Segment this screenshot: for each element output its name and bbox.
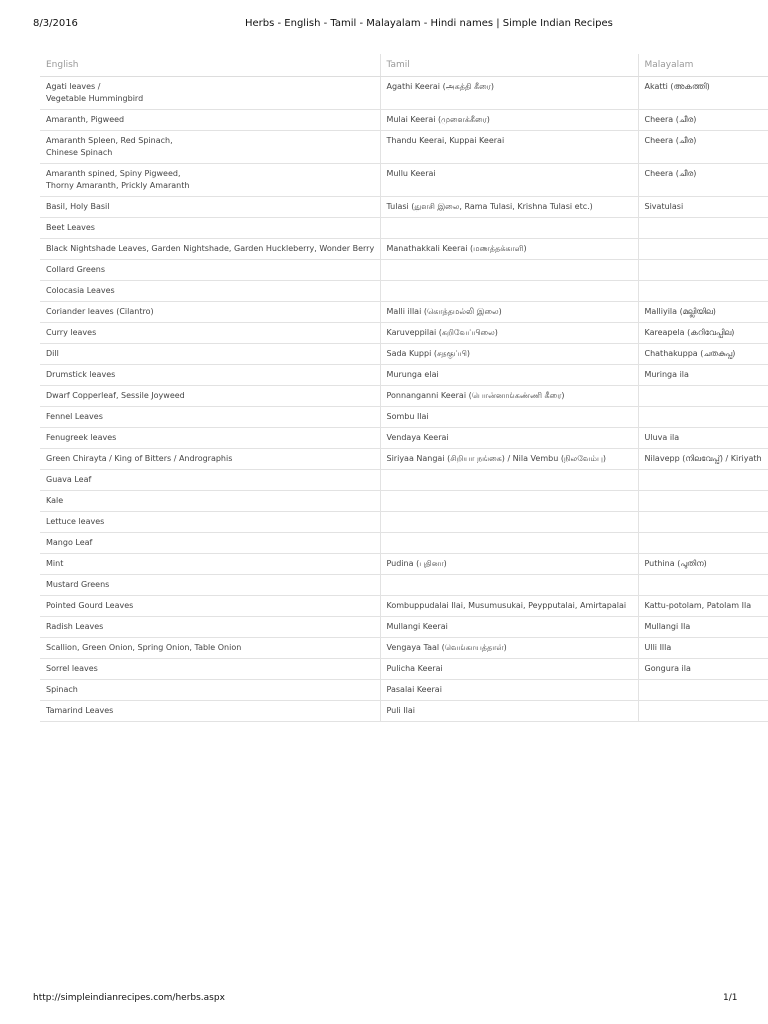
malayalam-name-cell — [638, 110, 768, 131]
cell-text: Uluva ila — [644, 433, 680, 442]
malayalam-name-cell — [638, 302, 768, 323]
english-name-cell — [40, 365, 380, 386]
tamil-name-cell — [380, 596, 638, 617]
cell-text: Cheera (ചീര) — [644, 169, 697, 178]
cell-text: Fenugreek leaves — [46, 433, 117, 442]
malayalam-name-cell — [638, 281, 768, 302]
tamil-name-cell — [380, 659, 638, 680]
malayalam-name-cell — [638, 533, 768, 554]
tamil-name-cell — [380, 449, 638, 470]
table-row — [40, 302, 768, 323]
english-name-cell — [40, 323, 380, 344]
cell-text: Cheera (ചീര) — [644, 115, 697, 124]
tamil-name-cell — [380, 77, 638, 110]
cell-text: Vengaya Taal (வெங்காயத்தாள்) — [386, 643, 507, 652]
herbs-table — [40, 54, 768, 722]
tamil-name-cell — [380, 260, 638, 281]
column-header-english: English — [40, 54, 380, 77]
malayalam-name-cell — [638, 386, 768, 407]
cell-text: Agathi Keerai (அகத்தி கீரை) — [386, 82, 494, 91]
malayalam-name-cell — [638, 77, 768, 110]
malayalam-name-cell — [638, 512, 768, 533]
cell-text: Karuveppilai (கறிவேப்பிலை) — [386, 328, 498, 337]
malayalam-name-cell — [638, 449, 768, 470]
cell-text: Puli Ilai — [386, 706, 415, 715]
english-name-cell — [40, 659, 380, 680]
cell-text: Nilavepp (നിലവേപ്പ്) / Kiriyath — [644, 454, 762, 463]
english-name-cell — [40, 449, 380, 470]
tamil-name-cell — [380, 239, 638, 260]
table-row — [40, 218, 768, 239]
cell-text: Fennel Leaves — [46, 412, 103, 421]
table-row — [40, 365, 768, 386]
table-row — [40, 512, 768, 533]
malayalam-name-cell — [638, 218, 768, 239]
tamil-name-cell — [380, 701, 638, 722]
tamil-name-cell — [380, 110, 638, 131]
cell-text: Mango Leaf — [46, 538, 93, 547]
cell-text: Coriander leaves (Cilantro) — [46, 307, 154, 316]
cell-text: Tulasi (துளசி இலை, Rama Tulasi, Krishna Tulasi etc.) — [386, 202, 593, 211]
cell-text: Kale — [46, 496, 64, 505]
cell-text: Amaranth Spleen, Red Spinach, Chinese Spinach — [46, 136, 173, 157]
english-name-cell — [40, 218, 380, 239]
table-row — [40, 575, 768, 596]
malayalam-name-cell — [638, 659, 768, 680]
tamil-name-cell — [380, 344, 638, 365]
cell-text: Malli illai (கொத்தமல்லி இலை) — [386, 307, 502, 316]
malayalam-name-cell — [638, 239, 768, 260]
cell-text: Colocasia Leaves — [46, 286, 115, 295]
english-name-cell — [40, 575, 380, 596]
cell-text: Kombuppudalai Ilai, Musumusukai, Peypputalai, Amirtapalai — [386, 601, 627, 610]
english-name-cell — [40, 302, 380, 323]
tamil-name-cell — [380, 512, 638, 533]
english-name-cell — [40, 596, 380, 617]
table-row — [40, 554, 768, 575]
cell-text: Ponnanganni Keerai (பொன்னாங்கண்ணி கீரை) — [386, 391, 565, 400]
cell-text: Gongura ila — [644, 664, 691, 673]
malayalam-name-cell — [638, 470, 768, 491]
english-name-cell — [40, 260, 380, 281]
cell-text: Scallion, Green Onion, Spring Onion, Table Onion — [46, 643, 242, 652]
cell-text: Dill — [46, 349, 59, 358]
cell-text: Green Chirayta / King of Bitters / Andrographis — [46, 454, 233, 463]
malayalam-name-cell — [638, 596, 768, 617]
cell-text: Kattu-potolam, Patolam Ila — [644, 601, 752, 610]
cell-text: Curry leaves — [46, 328, 97, 337]
english-name-cell — [40, 617, 380, 638]
cell-text: Agati leaves / Vegetable Hummingbird — [46, 82, 144, 103]
english-name-cell — [40, 470, 380, 491]
print-date: 8/3/2016 — [33, 18, 78, 29]
english-name-cell — [40, 533, 380, 554]
table-row — [40, 239, 768, 260]
table-row — [40, 77, 768, 110]
cell-text: Radish Leaves — [46, 622, 104, 631]
malayalam-name-cell — [638, 491, 768, 512]
tamil-name-cell — [380, 680, 638, 701]
tamil-name-cell — [380, 470, 638, 491]
cell-text: Beet Leaves — [46, 223, 95, 232]
table-row — [40, 281, 768, 302]
cell-text: Collard Greens — [46, 265, 105, 274]
cell-text: Pulicha Keerai — [386, 664, 443, 673]
english-name-cell — [40, 428, 380, 449]
cell-text: Mint — [46, 559, 64, 568]
cell-text: Amaranth spined, Spiny Pigweed, Thorny Amaranth, Prickly Amaranth — [46, 169, 190, 190]
cell-text: Sivatulasi — [644, 202, 684, 211]
table-row — [40, 659, 768, 680]
column-header-tamil: Tamil — [380, 54, 638, 77]
table-row — [40, 323, 768, 344]
english-name-cell — [40, 239, 380, 260]
footer-url: http://simpleindianrecipes.com/herbs.aspx — [33, 993, 225, 1003]
cell-text: Sombu Ilai — [386, 412, 429, 421]
cell-text: Vendaya Keerai — [386, 433, 449, 442]
table-row — [40, 638, 768, 659]
tamil-name-cell — [380, 407, 638, 428]
english-name-cell — [40, 281, 380, 302]
cell-text: Pointed Gourd Leaves — [46, 601, 134, 610]
english-name-cell — [40, 131, 380, 164]
english-name-cell — [40, 77, 380, 110]
table-body — [40, 77, 768, 722]
cell-text: Tamarind Leaves — [46, 706, 114, 715]
malayalam-name-cell — [638, 575, 768, 596]
table-row — [40, 428, 768, 449]
cell-text: Drumstick leaves — [46, 370, 116, 379]
cell-text: Lettuce leaves — [46, 517, 105, 526]
english-name-cell — [40, 554, 380, 575]
cell-text: Siriyaa Nangai (சிறியா நங்கை) / Nila Vembu (நிலவேம்பு) — [386, 454, 607, 463]
malayalam-name-cell — [638, 131, 768, 164]
table-row — [40, 596, 768, 617]
table-row — [40, 197, 768, 218]
table-row — [40, 617, 768, 638]
tamil-name-cell — [380, 365, 638, 386]
tamil-name-cell — [380, 218, 638, 239]
english-name-cell — [40, 164, 380, 197]
cell-text: Mullangi Keerai — [386, 622, 448, 631]
tamil-name-cell — [380, 428, 638, 449]
tamil-name-cell — [380, 575, 638, 596]
table-row — [40, 131, 768, 164]
english-name-cell — [40, 701, 380, 722]
malayalam-name-cell — [638, 323, 768, 344]
cell-text: Black Nightshade Leaves, Garden Nightshade, Garden Huckleberry, Wonder Berry — [46, 244, 375, 253]
page-number: 1/1 — [723, 993, 738, 1003]
cell-text: Kareapela (കറിവേപ്പില) — [644, 328, 735, 337]
cell-text: Basil, Holy Basil — [46, 202, 110, 211]
table-row — [40, 260, 768, 281]
table-row — [40, 386, 768, 407]
column-header-malayalam: Malayalam — [638, 54, 768, 77]
table-row — [40, 470, 768, 491]
malayalam-name-cell — [638, 680, 768, 701]
table-row — [40, 344, 768, 365]
english-name-cell — [40, 407, 380, 428]
cell-text: Mustard Greens — [46, 580, 110, 589]
tamil-name-cell — [380, 131, 638, 164]
cell-text: Mullu Keerai — [386, 169, 436, 178]
cell-text: Amaranth, Pigweed — [46, 115, 125, 124]
malayalam-name-cell — [638, 428, 768, 449]
english-name-cell — [40, 680, 380, 701]
cell-text: Cheera (ചീര) — [644, 136, 697, 145]
page-title: Herbs - English - Tamil - Malayalam - Hindi names | Simple Indian Recipes — [245, 18, 613, 29]
cell-text: Mulai Keerai (முளைக்கீரை) — [386, 115, 490, 124]
tamil-name-cell — [380, 554, 638, 575]
table-row — [40, 110, 768, 131]
english-name-cell — [40, 512, 380, 533]
cell-text: Spinach — [46, 685, 78, 694]
tamil-name-cell — [380, 491, 638, 512]
table-row — [40, 533, 768, 554]
malayalam-name-cell — [638, 164, 768, 197]
cell-text: Thandu Keerai, Kuppai Keerai — [386, 136, 505, 145]
cell-text: Mullangi Ila — [644, 622, 691, 631]
cell-text: Chathakuppa (ചതകുപ്പ) — [644, 349, 736, 358]
cell-text: Pudina (புதினா) — [386, 559, 447, 568]
cell-text: Sada Kuppi (சதகுப்பி) — [386, 349, 471, 358]
cell-text: Manathakkali Keerai (மணத்தக்காளி) — [386, 244, 527, 253]
malayalam-name-cell — [638, 638, 768, 659]
tamil-name-cell — [380, 197, 638, 218]
cell-text: Akatti (അകത്തി) — [644, 82, 710, 91]
tamil-name-cell — [380, 323, 638, 344]
malayalam-name-cell — [638, 407, 768, 428]
malayalam-name-cell — [638, 365, 768, 386]
cell-text: Murunga elai — [386, 370, 439, 379]
cell-text: Guava Leaf — [46, 475, 92, 484]
english-name-cell — [40, 491, 380, 512]
table-row — [40, 701, 768, 722]
english-name-cell — [40, 386, 380, 407]
english-name-cell — [40, 110, 380, 131]
cell-text: Malliyila (മല്ലിയില) — [644, 307, 716, 316]
tamil-name-cell — [380, 386, 638, 407]
cell-text: Ulli Illa — [644, 643, 672, 652]
tamil-name-cell — [380, 164, 638, 197]
malayalam-name-cell — [638, 701, 768, 722]
cell-text: Puthina (പുതിന) — [644, 559, 707, 568]
tamil-name-cell — [380, 617, 638, 638]
table-row — [40, 449, 768, 470]
table-row — [40, 164, 768, 197]
malayalam-name-cell — [638, 554, 768, 575]
malayalam-name-cell — [638, 617, 768, 638]
english-name-cell — [40, 638, 380, 659]
table-row — [40, 680, 768, 701]
cell-text: Sorrel leaves — [46, 664, 98, 673]
table-row — [40, 407, 768, 428]
tamil-name-cell — [380, 638, 638, 659]
english-name-cell — [40, 344, 380, 365]
tamil-name-cell — [380, 533, 638, 554]
english-name-cell — [40, 197, 380, 218]
malayalam-name-cell — [638, 260, 768, 281]
cell-text: Muringa ila — [644, 370, 689, 379]
cell-text: Dwarf Copperleaf, Sessile Joyweed — [46, 391, 185, 400]
tamil-name-cell — [380, 302, 638, 323]
cell-text: Pasalai Keerai — [386, 685, 442, 694]
malayalam-name-cell — [638, 197, 768, 218]
malayalam-name-cell — [638, 344, 768, 365]
table-row — [40, 491, 768, 512]
tamil-name-cell — [380, 281, 638, 302]
table-header-row — [40, 54, 768, 77]
